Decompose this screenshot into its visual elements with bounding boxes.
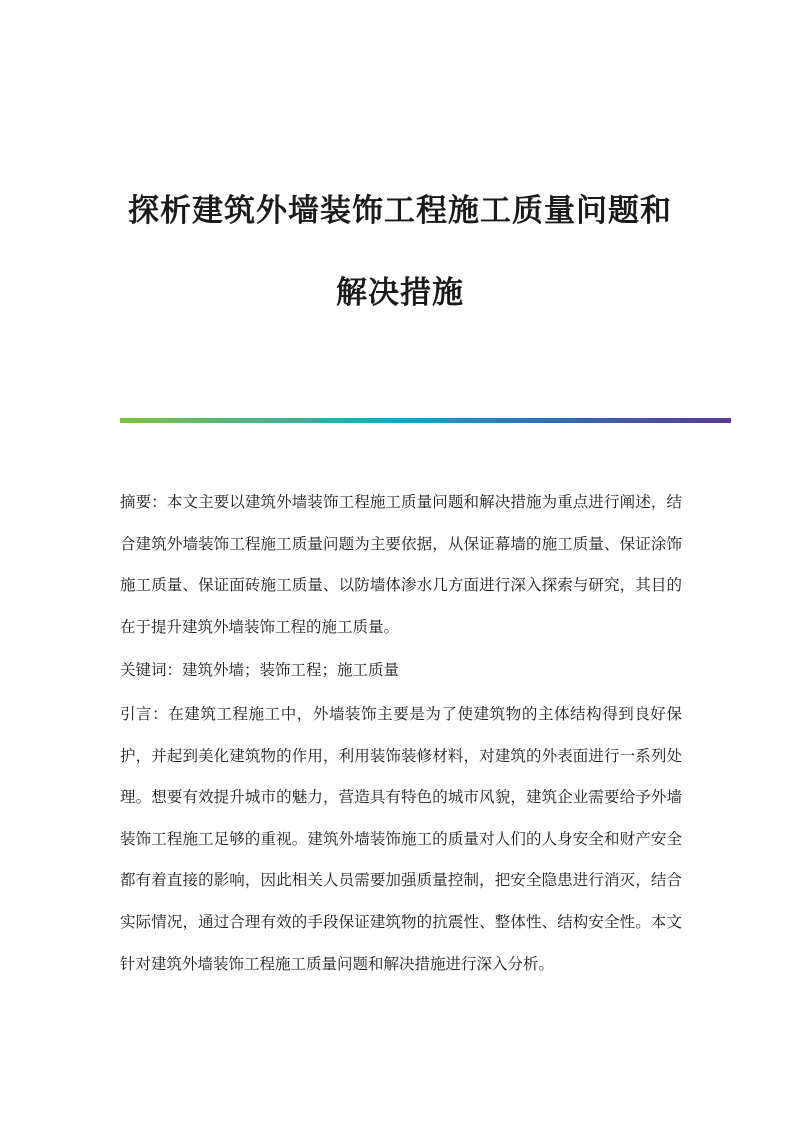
introduction-paragraph: 引言：在建筑工程施工中，外墙装饰主要是为了使建筑物的主体结构得到良好保护，并起到美化建筑物的作用，利用装饰装修材料，对建筑的外表面进行一系列处理。想要有效提升城市的魅力，营造具有特色的城市风貌，建筑企业需要给予外墙装饰工程施工足够的重视。建筑外墙装饰施工的质量对人们的人身安全和财产安全都有着直接的影响，因此相关人员需要加强质量控制，把安全隐患进行消灭，结合实际情况，通过合理有效的手段保证建筑物的抗震性、整体性、结构安全性。本文针对建筑外墙装饰工程施工质量问题和解决措施进行深入分析。 [120,704,682,973]
document-body [120,482,682,987]
keywords-paragraph: 关键词：建筑外墙；装饰工程；施工质量 [120,661,400,680]
document-title-line-1: 探析建筑外墙装饰工程施工质量问题和 [128,193,672,229]
abstract-paragraph: 摘要：本文主要以建筑外墙装饰工程施工质量问题和解决措施为重点进行阐述，结合建筑外墙装饰工程施工质量问题为主要依据，从保证幕墙的施工质量、保证涂饰施工质量、保证面砖施工质量、以防墙体渗水几方面进行深入探索与研究，其目的在于提升建筑外墙装饰工程的施工质量。 [120,493,682,636]
gradient-divider [120,418,731,423]
document-title-line-2: 解决措施 [336,275,464,311]
